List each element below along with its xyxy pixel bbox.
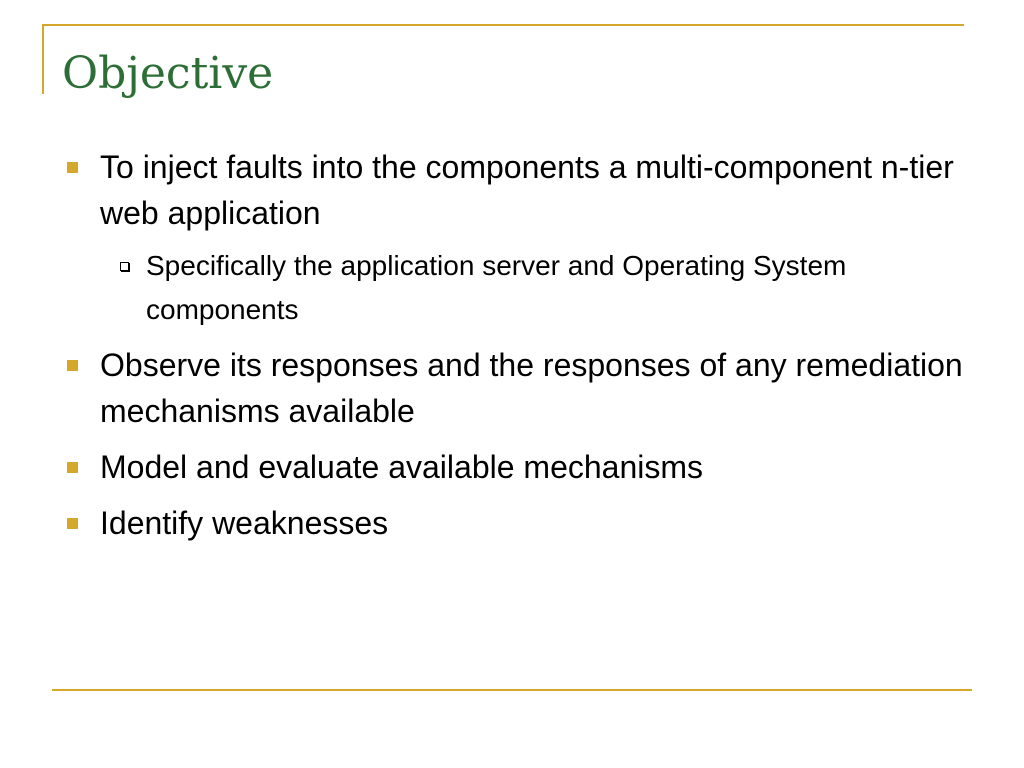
left-rule	[42, 24, 44, 94]
slide-title: Objective	[62, 48, 274, 99]
square-bullet-icon	[67, 462, 78, 473]
square-bullet-icon	[67, 162, 78, 173]
sub-bullet-text: Specifically the application server and Operating System components	[146, 250, 847, 325]
square-bullet-icon	[67, 518, 78, 529]
bullet-text: To inject faults into the components a multi-component n-tier web application	[100, 149, 954, 231]
bullet-text: Observe its responses and the responses of any remediation mechanisms available	[100, 347, 963, 429]
bottom-rule	[52, 689, 972, 691]
sub-bullet-item	[100, 244, 964, 332]
bullet-item	[0, 144, 1024, 332]
bullet-text: Model and evaluate available mechanisms	[100, 449, 704, 485]
bullet-item	[0, 500, 1024, 546]
square-bullet-icon	[67, 360, 78, 371]
top-rule	[42, 24, 964, 26]
hollow-square-bullet-icon	[120, 262, 129, 271]
sub-bullet-list	[100, 244, 964, 332]
bullet-item	[0, 444, 1024, 490]
bullet-item	[0, 342, 1024, 434]
bullet-list	[0, 144, 1024, 556]
bullet-text: Identify weaknesses	[100, 505, 389, 541]
